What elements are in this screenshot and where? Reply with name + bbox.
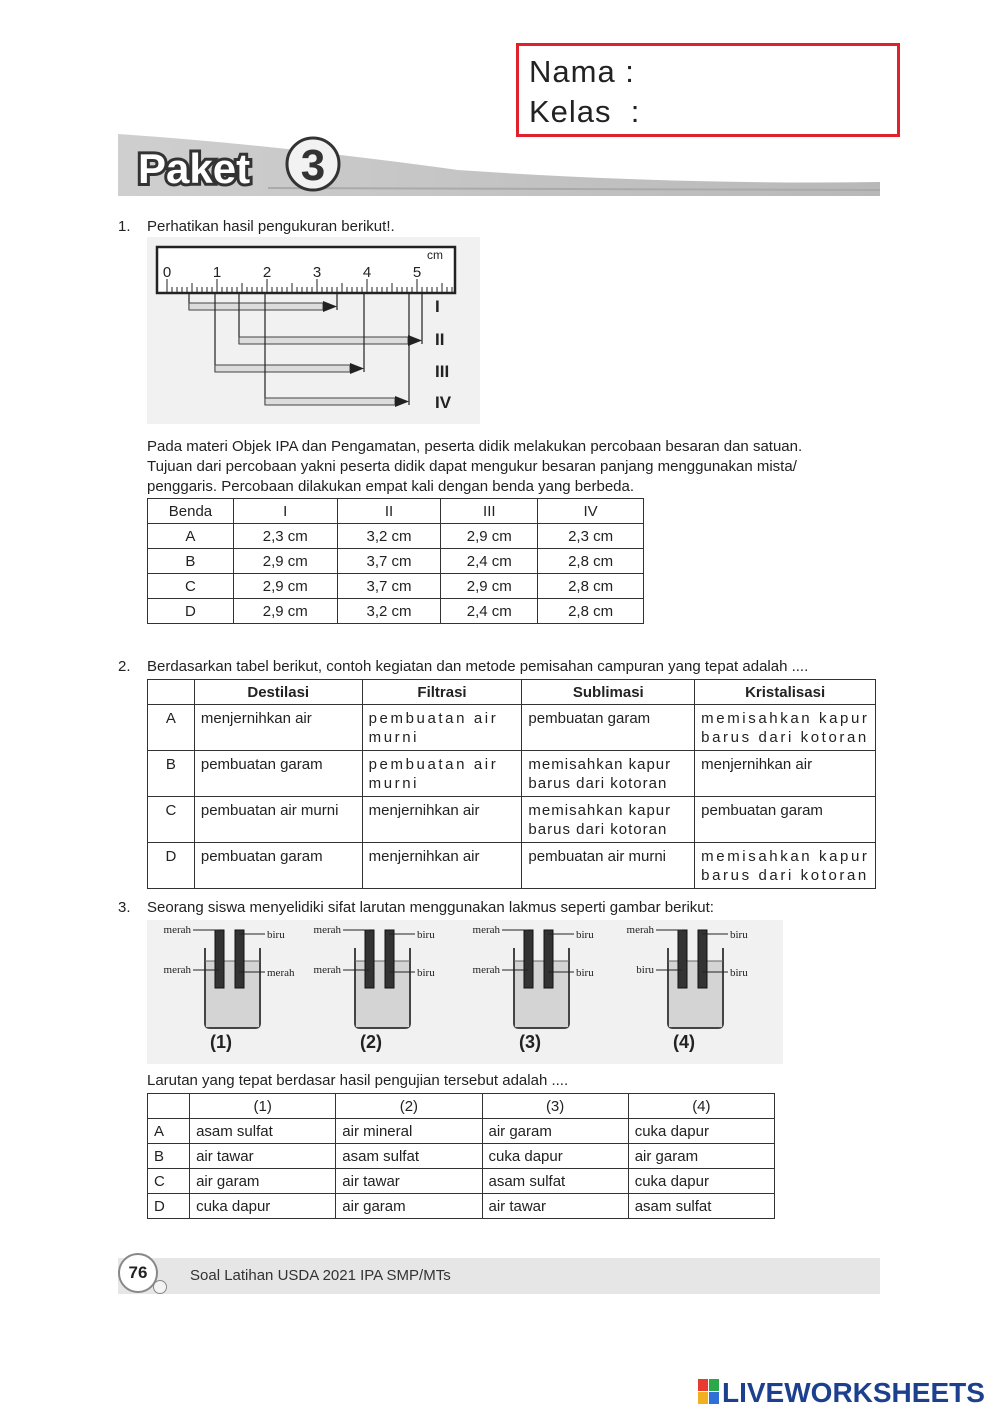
table-cell: 2,9 cm (441, 524, 538, 549)
litmus-label: merah (267, 967, 295, 979)
litmus-label: biru (636, 964, 654, 976)
table-cell: cuka dapur (628, 1119, 774, 1144)
table-header-cell: (4) (628, 1094, 774, 1119)
table-cell: 2,3 cm (538, 524, 644, 549)
litmus-label: merah (163, 924, 191, 936)
table-cell: menjernihkan air (194, 705, 362, 751)
table-cell: cuka dapur (190, 1194, 336, 1219)
table-cell: 2,8 cm (538, 549, 644, 574)
table-cell: pembuatan garam (194, 751, 362, 797)
table-cell: air garam (482, 1119, 628, 1144)
table-header-row (148, 1094, 775, 1119)
litmus-label: biru (730, 929, 748, 941)
q3-subprompt: Larutan yang tepat berdasar hasil pengujian tersebut adalah .... (147, 1072, 569, 1089)
q2-table (147, 679, 876, 889)
object-label: I (435, 297, 440, 316)
table-header-cell (148, 680, 195, 705)
table-cell: pembuatan garam (695, 797, 876, 843)
table-header-cell: Kristalisasi (695, 680, 876, 705)
table-cell: 2,3 cm (233, 524, 337, 549)
table-row (148, 1144, 775, 1169)
paket-number: 3 (300, 141, 326, 190)
table-cell: C (148, 574, 234, 599)
table-header-cell (148, 1094, 190, 1119)
q1-paragraph-line-3: penggaris. Percobaan dilakukan empat kali dengan benda yang berbeda. (147, 478, 635, 495)
table-cell: D (148, 843, 195, 889)
table-cell: 2,8 cm (538, 599, 644, 624)
litmus-label: merah (163, 964, 191, 976)
paket-label: Paket (138, 145, 251, 192)
table-cell: asam sulfat (190, 1119, 336, 1144)
beaker-label: (2) (360, 1032, 382, 1052)
q1-prompt: Perhatikan hasil pengukuran berikut!. (147, 218, 395, 235)
paket-header (118, 130, 880, 198)
table-cell: B (148, 1144, 190, 1169)
ruler-label: 5 (412, 264, 422, 281)
nama-label: Nama : (529, 54, 635, 89)
table-cell: A (148, 1119, 190, 1144)
litmus-label: biru (417, 929, 435, 941)
table-cell: D (148, 599, 234, 624)
table-cell: A (148, 705, 195, 751)
ruler-figure (147, 237, 480, 424)
table-header-cell: IV (538, 499, 644, 524)
table-header-cell: Sublimasi (522, 680, 695, 705)
table-row (148, 751, 876, 797)
table-row (148, 1169, 775, 1194)
table-header-cell: (3) (482, 1094, 628, 1119)
table-cell: memisahkan kapur barus dari kotoran (695, 705, 876, 751)
table-row (148, 843, 876, 889)
table-cell: air tawar (190, 1144, 336, 1169)
brand-name: LIVEWORKSHEETS (722, 1377, 985, 1408)
table-row (148, 574, 644, 599)
table-cell: menjernihkan air (362, 797, 522, 843)
table-cell: 3,7 cm (337, 549, 441, 574)
table-cell: air garam (190, 1169, 336, 1194)
table-header-row (148, 499, 644, 524)
table-cell: pembuatan air murni (362, 705, 522, 751)
q3-number: 3. (118, 899, 131, 916)
table-header-cell: Destilasi (194, 680, 362, 705)
table-cell: air mineral (336, 1119, 482, 1144)
litmus-label: biru (576, 929, 594, 941)
kelas-label: Kelas : (529, 94, 641, 129)
table-cell: air tawar (336, 1169, 482, 1194)
litmus-label: biru (576, 967, 594, 979)
page-number-decoration (153, 1280, 167, 1294)
table-cell: asam sulfat (482, 1169, 628, 1194)
table-cell: A (148, 524, 234, 549)
table-cell: pembuatan air murni (522, 843, 695, 889)
litmus-label: biru (730, 967, 748, 979)
litmus-label: merah (626, 924, 654, 936)
beaker-label: (1) (210, 1032, 232, 1052)
table-cell: 2,8 cm (538, 574, 644, 599)
ruler-unit: cm (427, 248, 443, 262)
table-cell: 3,2 cm (337, 524, 441, 549)
table-row (148, 599, 644, 624)
table-cell: menjernihkan air (362, 843, 522, 889)
table-cell: cuka dapur (482, 1144, 628, 1169)
litmus-figure (147, 920, 783, 1064)
q3-table (147, 1093, 775, 1219)
table-cell: pembuatan air murni (362, 751, 522, 797)
object-label: III (435, 362, 450, 381)
table-row (148, 524, 644, 549)
table-cell: memisahkan kapur barus dari kotoran (522, 797, 695, 843)
page-number: 76 (118, 1253, 158, 1293)
ruler-label: 3 (312, 264, 322, 281)
table-cell: pembuatan air murni (194, 797, 362, 843)
table-cell: 3,2 cm (337, 599, 441, 624)
ruler-label: 4 (362, 264, 372, 281)
litmus-label: biru (417, 967, 435, 979)
table-cell: menjernihkan air (695, 751, 876, 797)
beaker-label: (3) (519, 1032, 541, 1052)
table-cell: air garam (628, 1144, 774, 1169)
litmus-label: merah (313, 924, 341, 936)
footer-text: Soal Latihan USDA 2021 IPA SMP/MTs (190, 1267, 451, 1284)
q1-paragraph-line-2: Tujuan dari percobaan yakni peserta didik dapat mengukur besaran panjang menggunakan mista/ (147, 458, 797, 475)
table-row (148, 549, 644, 574)
litmus-label: biru (267, 929, 285, 941)
table-row (148, 797, 876, 843)
table-cell: 2,4 cm (441, 599, 538, 624)
table-header-cell: I (233, 499, 337, 524)
table-header-cell: (1) (190, 1094, 336, 1119)
beaker-label: (4) (673, 1032, 695, 1052)
q1-number: 1. (118, 218, 131, 235)
table-cell: 2,9 cm (233, 599, 337, 624)
q2-number: 2. (118, 658, 131, 675)
ruler-body (157, 247, 455, 293)
table-cell: 2,9 cm (233, 574, 337, 599)
object-label: II (435, 330, 445, 349)
table-cell: pembuatan garam (194, 843, 362, 889)
table-header-cell: II (337, 499, 441, 524)
ruler-label: 2 (262, 264, 272, 281)
ruler-label: 1 (212, 264, 222, 281)
table-cell: C (148, 797, 195, 843)
table-cell: D (148, 1194, 190, 1219)
name-class-box (516, 43, 900, 137)
table-header-row (148, 680, 876, 705)
liveworksheets-logo-icon (698, 1379, 720, 1405)
table-cell: 2,4 cm (441, 549, 538, 574)
table-cell: memisahkan kapur barus dari kotoran (695, 843, 876, 889)
table-row (148, 1194, 775, 1219)
table-cell: 3,7 cm (337, 574, 441, 599)
table-cell: asam sulfat (628, 1194, 774, 1219)
table-cell: asam sulfat (336, 1144, 482, 1169)
table-cell: air garam (336, 1194, 482, 1219)
litmus-label: merah (472, 964, 500, 976)
ruler-label: 0 (162, 264, 172, 281)
litmus-label: merah (313, 964, 341, 976)
q1-table (147, 498, 644, 624)
table-header-cell: III (441, 499, 538, 524)
table-header-cell: (2) (336, 1094, 482, 1119)
table-cell: B (148, 751, 195, 797)
table-row (148, 1119, 775, 1144)
table-cell: 2,9 cm (233, 549, 337, 574)
table-row (148, 705, 876, 751)
table-cell: air tawar (482, 1194, 628, 1219)
table-header-cell: Filtrasi (362, 680, 522, 705)
table-header-cell: Benda (148, 499, 234, 524)
table-cell: memisahkan kapur barus dari kotoran (522, 751, 695, 797)
q3-prompt: Seorang siswa menyelidiki sifat larutan menggunakan lakmus seperti gambar berikut: (147, 899, 714, 916)
table-cell: pembuatan garam (522, 705, 695, 751)
object-label: IV (435, 393, 452, 412)
q2-prompt: Berdasarkan tabel berikut, contoh kegiatan dan metode pemisahan campuran yang tepat adalah .... (147, 658, 809, 675)
table-cell: cuka dapur (628, 1169, 774, 1194)
q1-paragraph-line-1: Pada materi Objek IPA dan Pengamatan, peserta didik melakukan percobaan besaran dan satuan. (147, 438, 803, 455)
table-cell: 2,9 cm (441, 574, 538, 599)
table-cell: B (148, 549, 234, 574)
litmus-label: merah (472, 924, 500, 936)
table-cell: C (148, 1169, 190, 1194)
